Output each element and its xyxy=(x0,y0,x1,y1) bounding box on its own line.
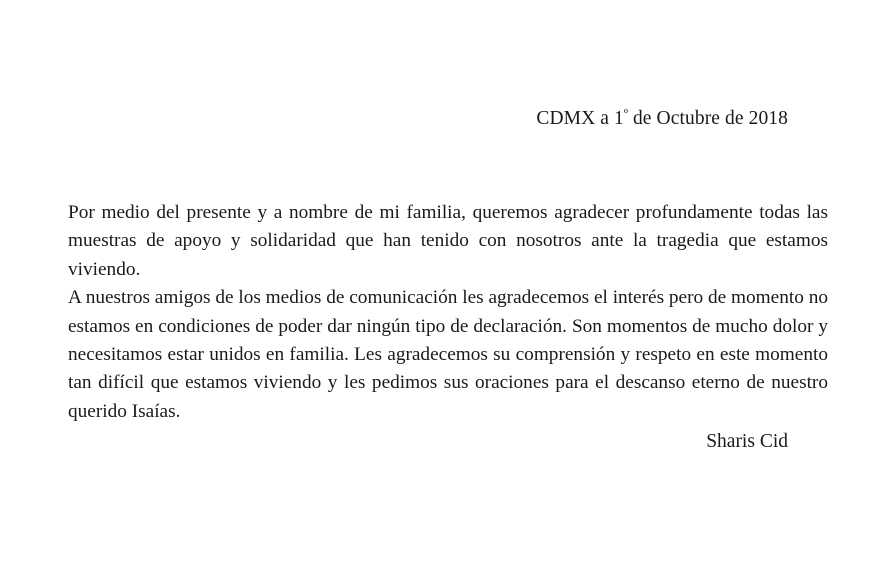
letter-body xyxy=(68,0,828,565)
paragraph-1: Por medio del presente y a nombre de mi familia, queremos agradecer profundamente todas las muestras de apoyo y solidaridad que han tenido con nosotros ante la tragedia que estamos viviendo. xyxy=(68,202,828,280)
signature-name: Sharis Cid xyxy=(706,431,788,452)
date-prefix: CDMX a 1 xyxy=(536,108,624,129)
letter-text xyxy=(68,199,828,426)
date-ordinal-indicator: º xyxy=(623,106,628,121)
date-line xyxy=(536,108,788,130)
paragraph-2: A nuestros amigos de los medios de comunicación les agradecemos el interés pero de momento no estamos en condiciones de poder dar ningún tipo de declaración. Son momentos de mucho dolor y necesitamos estar unidos en familia. Les agradecemos su comprensión y respeto en este momento tan difícil que estamos viviendo y les pedimos sus oraciones para el descanso eterno de nuestro querido Isaías. xyxy=(68,287,828,422)
date-suffix: de Octubre de 2018 xyxy=(627,108,788,129)
